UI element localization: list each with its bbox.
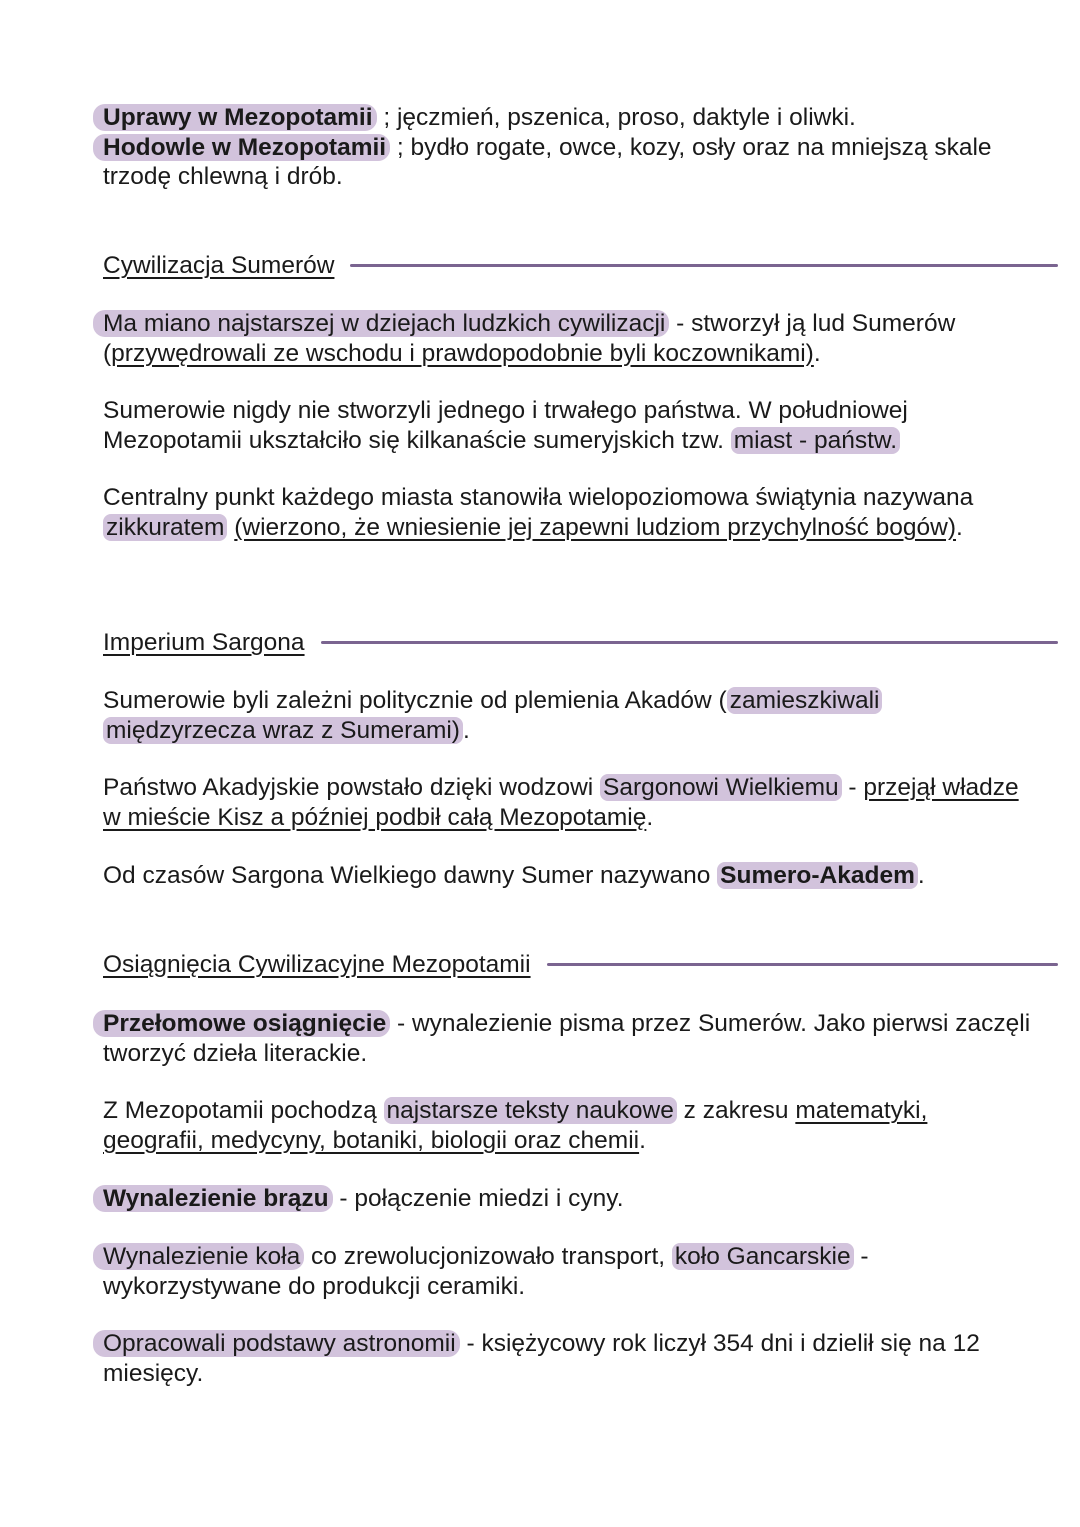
livestock-label: Hodowle w Mezopotamii — [93, 134, 390, 161]
achievements-paragraph-4 — [103, 1242, 1033, 1301]
highlight-bronze: Wynalezienie brązu — [93, 1185, 333, 1212]
section-heading-row — [103, 251, 1058, 281]
highlight-potters-wheel: koło Gancarskie — [672, 1243, 854, 1270]
text-span: Sumerowie byli zależni politycznie od plemienia Akadów ( — [103, 687, 727, 714]
livestock-text: ; bydło rogate, owce, kozy, osły oraz na mniejszą skale trzodę chlewną i drób. — [103, 133, 992, 190]
sumer-paragraph-2 — [103, 396, 1033, 455]
highlight-breakthrough: Przełomowe osiągnięcie — [93, 1010, 390, 1037]
sargon-paragraph-2 — [103, 773, 1033, 832]
crops-label: Uprawy w Mezopotamii — [93, 104, 377, 131]
text-span: - wykorzystywane do produkcji ceramiki. — [103, 1243, 869, 1300]
text-span: - księżycowy rok liczył 354 dni i dzielił się na 12 miesięcy. — [103, 1330, 980, 1387]
text-span: Od czasów Sargona Wielkiego dawny Sumer nazywano — [103, 862, 718, 889]
text-span: . — [462, 716, 470, 744]
text-span: z zakresu — [676, 1097, 796, 1124]
text-span: - stworzył ją lud Sumerów ( — [103, 310, 956, 367]
text-span: - — [841, 774, 864, 801]
sargon-paragraph-1 — [103, 686, 1033, 745]
underline-sciences: matematyki, geografii, medycyny, botaniki, biologii oraz chemii — [103, 1097, 928, 1154]
section-rule — [321, 641, 1058, 644]
underline-kish: przejął władze w mieście Kisz a później podbił całą Mezopotamię — [103, 774, 1019, 831]
achievements-paragraph-3 — [103, 1184, 1033, 1214]
underline-gods-favor: (wierzono, że wniesienie jej zapewni ludziom przychylność bogów) — [234, 513, 956, 541]
highlight-sargon: Sargonowi Wielkiemu — [600, 774, 842, 801]
highlight-astronomy: Opracowali podstawy astronomii — [93, 1330, 460, 1357]
text-span: Państwo Akadyjskie powstało dzięki wodzowi — [103, 774, 601, 801]
underline-nomads: przywędrowali ze wschodu i prawdopodobnie byli koczownikami) — [111, 339, 814, 367]
achievements-paragraph-1 — [103, 1009, 1033, 1068]
text-span: - wynalezienie pisma przez Sumerów. Jako pierwsi zaczęli tworzyć dzieła literackie. — [103, 1010, 1031, 1067]
text-span: co zrewolucjonizowało transport, — [304, 1243, 672, 1270]
text-span: . — [813, 339, 821, 367]
text-span: Centralny punkt każdego miasta stanowiła wielopoziomowa świątynia nazywana — [103, 484, 974, 511]
highlight-ziggurat: zikkuratem — [103, 514, 227, 541]
text-span: . — [639, 1126, 646, 1154]
text-span: - połączenie miedzi i cyny. — [332, 1185, 624, 1212]
section-heading-row — [103, 628, 1058, 658]
text-span: . — [956, 513, 963, 541]
highlight-interfluve: zamieszkiwali międzyrzecza wraz z Sumerami) — [103, 687, 882, 744]
highlight-sumero-akkad: Sumero-Akadem — [717, 862, 918, 889]
achievements-paragraph-5 — [103, 1329, 1033, 1388]
sargon-paragraph-3 — [103, 861, 1033, 891]
section-rule — [350, 264, 1058, 267]
sumer-paragraph-1 — [103, 309, 1033, 368]
section-heading-sumer: Cywilizacja Sumerów — [103, 252, 335, 279]
achievements-paragraph-2 — [103, 1096, 1033, 1155]
sumer-paragraph-3 — [103, 483, 1033, 542]
highlight-wheel: Wynalezienie koła — [93, 1243, 304, 1270]
section-rule — [547, 963, 1058, 966]
crops-text: ; jęczmień, pszenica, proso, daktyle i oliwki. — [376, 104, 856, 131]
text-span: . — [917, 862, 925, 889]
highlight-scientific-texts: najstarsze teksty naukowe — [384, 1097, 677, 1124]
section-heading-row — [103, 950, 1058, 980]
section-heading-achievements: Osiągnięcia Cywilizacyjne Mezopotamii — [103, 951, 531, 978]
text-span: . — [646, 803, 654, 831]
highlight-oldest-civilization: Ma miano najstarszej w dziejach ludzkich cywilizacji — [93, 310, 669, 337]
crops-paragraph — [103, 103, 1033, 192]
highlight-city-states: miast - państw. — [731, 427, 900, 454]
text-span: Sumerowie nigdy nie stworzyli jednego i trwałego państwa. W południowej Mezopotamii ukształciło się kilkanaście sumeryjskich tzw. — [103, 397, 908, 454]
text-span: Z Mezopotamii pochodzą — [103, 1097, 384, 1124]
section-heading-sargon: Imperium Sargona — [103, 629, 305, 656]
